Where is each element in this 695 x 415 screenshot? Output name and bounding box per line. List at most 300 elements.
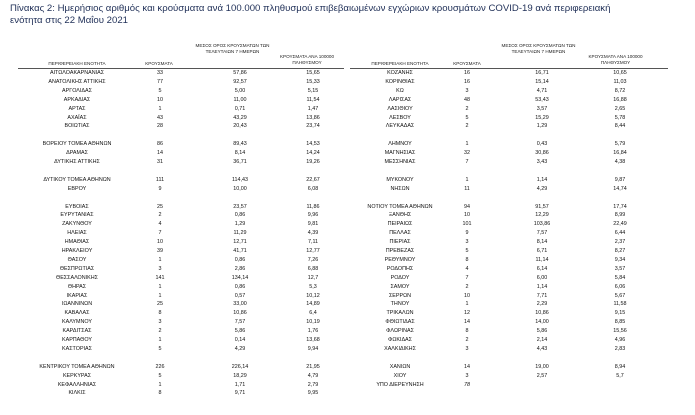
region-name: ΡΟΔΟΥ [390, 274, 410, 281]
per100k-value: 2,83 [614, 345, 626, 352]
cases-value: 2 [158, 212, 162, 219]
avg-value: 4,29 [234, 345, 246, 352]
avg-value: 14,00 [535, 319, 549, 326]
table-row [0, 96, 695, 104]
cases-value: 111 [155, 176, 165, 183]
region-name: ΚΟΖΑΝΗΣ [387, 70, 413, 76]
avg-value: 2,57 [536, 372, 548, 379]
table-row [0, 381, 695, 389]
avg-value: 19,00 [535, 363, 549, 370]
avg-value: 6,71 [536, 248, 548, 254]
per100k-value: 4,96 [614, 337, 626, 343]
table-title [10, 3, 690, 27]
left-header-cases: ΚΡΟΥΣΜΑΤΑ [145, 61, 173, 66]
cases-value: 101 [462, 221, 472, 228]
per100k-value: 14,89 [306, 301, 320, 308]
per100k-value: 22,67 [306, 176, 320, 183]
cases-value: 4 [158, 221, 162, 228]
cases-value: 48 [464, 96, 470, 103]
cases-value: 11 [464, 185, 470, 192]
region-name: ΚΑΡΠΑΘΟΥ [62, 337, 92, 343]
cases-value: 5 [158, 372, 162, 379]
per100k-value: 11,58 [613, 301, 627, 308]
avg-value: 114,43 [231, 176, 249, 183]
table-row [0, 309, 695, 317]
region-name: ΑΧΑΪΑΣ [67, 114, 87, 121]
region-name: ΥΠΟ ΔΙΕΡΕΥΝΗΣΗ [376, 381, 424, 388]
avg-value: 0,86 [234, 283, 246, 290]
per100k-value: 5,79 [614, 141, 626, 148]
avg-value: 11,14 [535, 256, 549, 263]
cases-value: 3 [465, 87, 469, 94]
cases-value: 2 [158, 328, 162, 335]
region-name: ΘΕΣΣΑΛΟΝΙΚΗΣ [56, 274, 98, 281]
region-name: ΞΑΝΘΗΣ [388, 212, 412, 219]
region-name: ΡΟΔΟΠΗΣ [386, 265, 414, 272]
avg-value: 33,00 [233, 301, 247, 308]
table-row [0, 87, 695, 95]
region-name: ΕΥΒΟΙΑΣ [65, 203, 89, 210]
region-name: ΛΑΣΙΘΙΟΥ [387, 105, 413, 112]
avg-value: 3,43 [536, 159, 548, 165]
table-row [0, 247, 695, 255]
table-row [0, 220, 695, 228]
per100k-value: 4,79 [307, 372, 319, 379]
region-name: ΛΕΣΒΟΥ [389, 114, 411, 121]
table-row [0, 114, 695, 122]
region-name: ΘΗΡΑΣ [67, 283, 87, 290]
cases-value: 3 [158, 265, 162, 272]
cases-value: 141 [155, 274, 165, 281]
cases-value: 28 [157, 123, 163, 130]
per100k-value: 9,87 [614, 176, 626, 183]
region-name: ΦΘΙΩΤΙΔΑΣ [385, 319, 415, 326]
per100k-value: 8,72 [614, 87, 626, 94]
avg-value: 4,71 [536, 87, 548, 94]
cases-value: 1 [465, 176, 469, 183]
table-row [0, 229, 695, 237]
avg-value: 92,57 [233, 78, 247, 85]
avg-value: 15,29 [535, 114, 549, 121]
cases-value: 8 [465, 256, 469, 263]
cases-value: 1 [158, 381, 162, 388]
avg-value: 10,86 [233, 310, 247, 317]
cases-value: 226 [155, 363, 165, 370]
cases-value: 8 [158, 390, 162, 397]
left-header-region: ΠΕΡΙΦΕΡΕΙΑΚΗ ΕΝΟΤΗΤΑ [48, 61, 106, 66]
table-row [0, 78, 695, 86]
per100k-value: 5,7 [616, 372, 624, 379]
per100k-value: 9,96 [307, 212, 319, 219]
avg-value: 9,71 [234, 390, 246, 397]
avg-value: 0,71 [234, 105, 246, 112]
cases-value: 1 [158, 256, 162, 263]
cases-value: 14 [157, 150, 163, 157]
per100k-value: 6,44 [614, 230, 626, 237]
region-name: ΡΕΘΥΜΝΟΥ [384, 256, 416, 263]
table-row [0, 140, 695, 148]
per100k-value: 6,88 [307, 265, 319, 272]
cases-value: 2 [465, 123, 469, 130]
table-row [0, 292, 695, 300]
per100k-value: 8,27 [614, 248, 626, 254]
avg-value: 20,43 [233, 123, 247, 130]
cases-value: 8 [465, 328, 469, 335]
cases-value: 86 [157, 141, 163, 148]
avg-value: 0,86 [234, 212, 246, 219]
region-name: ΘΑΣΟΥ [67, 256, 87, 263]
per100k-value: 14,24 [306, 150, 320, 157]
cases-value: 10 [464, 292, 470, 299]
per100k-value: 2,65 [614, 105, 626, 112]
per100k-value: 4,38 [614, 159, 626, 165]
per100k-value: 1,47 [307, 105, 319, 112]
cases-value: 25 [157, 203, 163, 210]
cases-value: 31 [157, 159, 163, 165]
title-line-2: ενότητα στις 22 Μαΐου 2021 [10, 15, 128, 26]
cases-value: 14 [464, 363, 470, 370]
region-name: ΘΕΣΠΡΩΤΙΑΣ [59, 265, 95, 272]
cases-value: 32 [464, 150, 470, 157]
cases-value: 1 [158, 105, 162, 112]
per100k-value: 12,77 [306, 248, 320, 254]
per100k-value: 16,88 [613, 96, 627, 103]
region-name: ΙΚΑΡΙΑΣ [66, 292, 88, 299]
per100k-value: 7,26 [307, 256, 319, 263]
avg-value: 2,14 [536, 337, 548, 343]
per100k-value: 23,74 [306, 123, 320, 130]
region-name: ΜΕΣΣΗΝΙΑΣ [384, 159, 416, 165]
avg-value: 18,29 [233, 372, 247, 379]
cases-value: 3 [465, 239, 469, 246]
avg-value: 1,71 [234, 381, 246, 388]
table-row [0, 336, 695, 344]
per100k-value: 9,94 [307, 345, 319, 352]
table-row [0, 345, 695, 353]
avg-value: 0,86 [234, 256, 246, 263]
region-name: ΜΥΚΟΝΟΥ [386, 176, 414, 183]
region-name: ΗΛΕΙΑΣ [67, 230, 87, 237]
per100k-value: 11,54 [306, 96, 320, 103]
cases-value: 1 [465, 301, 469, 308]
table-row [0, 389, 695, 397]
avg-value: 1,29 [234, 221, 246, 228]
cases-value: 5 [158, 87, 162, 94]
avg-value: 11,29 [233, 230, 247, 237]
per100k-value: 10,19 [306, 319, 320, 326]
cases-value: 1 [158, 292, 162, 299]
region-name: ΝΟΤΙΟΥ ΤΟΜΕΑ ΑΘΗΝΩΝ [367, 203, 433, 210]
table-row [0, 122, 695, 130]
region-name: ΦΩΚΙΔΑΣ [388, 337, 412, 343]
avg-value: 30,86 [535, 150, 549, 157]
avg-value: 5,00 [234, 87, 246, 94]
avg-value: 41,71 [233, 248, 247, 254]
right-header-region: ΠΕΡΙΦΕΡΕΙΑΚΗ ΕΝΟΤΗΤΑ [371, 61, 429, 66]
per100k-value: 21,95 [306, 363, 320, 370]
region-name: ΕΥΡΥΤΑΝΙΑΣ [60, 212, 94, 219]
avg-value: 12,29 [535, 212, 549, 219]
region-name: ΚΑΛΥΜΝΟΥ [62, 319, 92, 326]
table-row [0, 176, 695, 184]
per100k-value: 15,65 [306, 70, 320, 76]
per100k-value: 2,37 [614, 239, 626, 246]
avg-value: 10,00 [233, 185, 247, 192]
table-row [0, 363, 695, 371]
region-name: ΑΡΓΟΛΙΔΑΣ [62, 87, 92, 94]
per100k-value: 13,68 [306, 337, 320, 343]
region-name: ΚΩ [396, 87, 404, 94]
table-row [0, 185, 695, 193]
avg-value: 7,57 [234, 319, 246, 326]
left-header-per100k: ΚΡΟΥΣΜΑΤΑ ΑΝΑ 100000 ΠΛΗΘΥΣΜΟΥ [279, 54, 335, 65]
per100k-value: 14,53 [306, 141, 320, 148]
cases-value: 78 [464, 381, 470, 388]
avg-value: 2,86 [234, 265, 246, 272]
per100k-value: 5,67 [614, 292, 626, 299]
per100k-value: 2,79 [307, 381, 319, 388]
table-row [0, 238, 695, 246]
region-name: ΒΟΙΩΤΙΑΣ [64, 123, 90, 130]
per100k-value: 8,94 [614, 363, 626, 370]
cases-value: 7 [465, 274, 469, 281]
avg-value: 8,14 [234, 150, 246, 157]
per100k-value: 15,56 [613, 328, 627, 335]
table-row [0, 327, 695, 335]
cases-value: 5 [158, 345, 162, 352]
cases-value: 4 [465, 265, 469, 272]
cases-value: 5 [465, 248, 469, 254]
table-row [0, 274, 695, 282]
cases-value: 2 [465, 337, 469, 343]
region-name: ΑΙΤΩΛΟΑΚΑΡΝΑΝΙΑΣ [49, 70, 105, 76]
cases-value: 9 [465, 230, 469, 237]
region-name: ΧΑΛΚΙΔΙΚΗΣ [384, 345, 416, 352]
avg-value: 0,14 [234, 337, 246, 343]
cases-value: 77 [157, 78, 163, 85]
per100k-value: 8,44 [614, 123, 626, 130]
region-name: ΝΗΣΩΝ [390, 185, 410, 192]
cases-value: 5 [465, 114, 469, 121]
cases-value: 9 [158, 185, 162, 192]
per100k-value: 9,15 [614, 310, 626, 317]
avg-value: 11,00 [233, 96, 247, 103]
avg-value: 12,71 [233, 239, 247, 246]
left-header-avg: ΜΕΣΟΣ ΟΡΟΣ ΚΡΟΥΣΜΑΤΩΝ ΤΩΝ ΤΕΛΕΥΤΑΙΩΝ 7 ΗΜΕΡΩΝ [195, 43, 270, 54]
table-row [0, 265, 695, 273]
per100k-value: 6,4 [309, 310, 317, 317]
per100k-value: 7,11 [307, 239, 319, 246]
per100k-value: 8,85 [614, 319, 626, 326]
right-header-cases: ΚΡΟΥΣΜΑΤΑ [453, 61, 481, 66]
cases-value: 16 [464, 70, 470, 76]
cases-value: 16 [464, 78, 470, 85]
per100k-value: 9,34 [614, 256, 626, 263]
cases-value: 1 [465, 141, 469, 148]
avg-value: 91,57 [535, 203, 549, 210]
region-name: ΛΗΜΝΟΥ [388, 141, 412, 148]
table-row [0, 211, 695, 219]
avg-value: 16,71 [535, 70, 549, 76]
per100k-value: 16,84 [613, 150, 627, 157]
avg-value: 5,86 [234, 328, 246, 335]
avg-value: 4,29 [536, 185, 548, 192]
avg-value: 5,86 [536, 328, 548, 335]
region-name: ΛΑΡΙΣΑΣ [388, 96, 412, 103]
avg-value: 3,57 [536, 105, 548, 112]
cases-value: 10 [157, 239, 163, 246]
title-line-1: Πίνακας 2: Ημερήσιος αριθμός και κρούσματα ανά 100.000 πληθυσμού επιβεβαιωμένων εγχώριων κρουσμάτων COVID-19 ανά περιφερειακή [10, 3, 611, 14]
per100k-value: 1,76 [307, 328, 319, 335]
avg-value: 6,14 [536, 265, 548, 272]
cases-value: 94 [464, 203, 470, 210]
region-name: ΣΕΡΡΩΝ [388, 292, 412, 299]
per100k-value: 5,84 [614, 274, 626, 281]
region-name: ΕΒΡΟΥ [67, 185, 87, 192]
avg-value: 8,14 [536, 239, 548, 246]
cases-value: 7 [158, 230, 162, 237]
table-row [0, 69, 695, 77]
per100k-value: 6,08 [307, 185, 319, 192]
cases-value: 14 [464, 319, 470, 326]
per100k-value: 10,12 [306, 292, 320, 299]
avg-value: 10,86 [535, 310, 549, 317]
avg-value: 226,14 [231, 363, 249, 370]
per100k-value: 13,86 [306, 114, 320, 121]
per100k-value: 5,3 [309, 283, 317, 290]
table-row [0, 105, 695, 113]
avg-value: 7,57 [536, 230, 548, 237]
avg-value: 0,57 [234, 292, 246, 299]
avg-value: 1,29 [536, 123, 548, 130]
region-name: ΖΑΚΥΝΘΟΥ [62, 221, 92, 228]
avg-value: 2,29 [536, 301, 548, 308]
per100k-value: 15,33 [306, 78, 320, 85]
region-name: ΑΝΑΤΟΛΙΚΗΣ ΑΤΤΙΚΗΣ [48, 78, 106, 85]
cases-value: 2 [465, 105, 469, 112]
avg-value: 53,43 [535, 96, 549, 103]
per100k-value: 8,99 [614, 212, 626, 219]
region-name: ΙΩΑΝΝΙΝΩΝ [61, 301, 93, 308]
cases-value: 8 [158, 310, 162, 317]
region-name: ΑΡΚΑΔΙΑΣ [63, 96, 91, 103]
cases-value: 43 [157, 114, 163, 121]
region-name: ΜΑΓΝΗΣΙΑΣ [384, 150, 416, 157]
region-name: ΤΡΙΚΑΛΩΝ [386, 310, 414, 317]
region-name: ΠΕΙΡΑΙΩΣ [387, 221, 413, 228]
per100k-value: 11,03 [613, 78, 627, 85]
per100k-value: 12,7 [307, 274, 319, 281]
per100k-value: 19,26 [306, 159, 320, 165]
per100k-value: 11,86 [306, 203, 320, 210]
avg-value: 0,43 [536, 141, 548, 148]
region-name: ΚΕΦΑΛΛΗΝΙΑΣ [57, 381, 97, 388]
avg-value: 103,86 [533, 221, 551, 228]
region-name: ΧΑΝΙΩΝ [389, 363, 411, 370]
region-name: ΠΙΕΡΙΑΣ [389, 239, 411, 246]
cases-value: 3 [465, 345, 469, 352]
region-name: ΑΡΤΑΣ [68, 105, 86, 112]
region-name: ΚΑΡΔΙΤΣΑΣ [62, 328, 92, 335]
per100k-value: 5,15 [307, 87, 319, 94]
avg-value: 1,14 [536, 283, 548, 290]
per100k-value: 17,74 [613, 203, 627, 210]
avg-value: 23,57 [233, 203, 247, 210]
region-name: ΦΛΩΡΙΝΑΣ [386, 328, 414, 335]
table-row [0, 318, 695, 326]
avg-value: 89,43 [233, 141, 247, 148]
region-name: ΚΑΒΑΛΑΣ [64, 310, 90, 317]
per100k-value: 3,57 [614, 265, 626, 272]
cases-value: 3 [465, 372, 469, 379]
region-name: ΚΑΣΤΟΡΙΑΣ [62, 345, 92, 352]
region-name: ΚΙΛΚΙΣ [68, 390, 86, 397]
avg-value: 134,14 [231, 274, 249, 281]
region-name: ΤΗΝΟΥ [390, 301, 410, 308]
per100k-value: 9,81 [307, 221, 319, 228]
cases-value: 7 [465, 159, 469, 165]
avg-value: 4,43 [536, 345, 548, 352]
per100k-value: 6,06 [614, 283, 626, 290]
table-row [0, 149, 695, 157]
region-name: ΧΙΟΥ [393, 372, 407, 379]
region-name: ΠΡΕΒΕΖΑΣ [385, 248, 415, 254]
cases-value: 1 [158, 337, 162, 343]
region-name: ΗΜΑΘΙΑΣ [64, 239, 90, 246]
avg-value: 1,14 [536, 176, 548, 183]
cases-value: 39 [157, 248, 163, 254]
cases-value: 33 [157, 70, 163, 76]
avg-value: 57,86 [233, 70, 247, 76]
per100k-value: 14,74 [613, 185, 627, 192]
region-name: ΔΥΤΙΚΟΥ ΤΟΜΕΑ ΑΘΗΝΩΝ [43, 176, 111, 183]
cases-value: 10 [157, 96, 163, 103]
per100k-value: 4,39 [307, 230, 319, 237]
table-row [0, 283, 695, 291]
region-name: ΚΕΝΤΡΙΚΟΥ ΤΟΜΕΑ ΑΘΗΝΩΝ [39, 363, 115, 370]
cases-value: 25 [157, 301, 163, 308]
avg-value: 43,29 [233, 114, 247, 121]
region-name: ΔΥΤΙΚΗΣ ΑΤΤΙΚΗΣ [54, 159, 100, 165]
cases-value: 3 [158, 319, 162, 326]
avg-value: 6,00 [536, 274, 548, 281]
region-name: ΗΡΑΚΛΕΙΟΥ [61, 248, 93, 254]
cases-value: 12 [464, 310, 470, 317]
per100k-value: 10,65 [613, 70, 627, 76]
table-row [0, 203, 695, 211]
region-name: ΛΕΥΚΑΔΑΣ [385, 123, 415, 130]
region-name: ΚΟΡΙΝΘΙΑΣ [385, 78, 415, 85]
per100k-value: 22,49 [613, 221, 627, 228]
region-name: ΔΡΑΜΑΣ [66, 150, 88, 157]
region-name: ΠΕΛΛΑΣ [389, 230, 411, 237]
region-name: ΒΟΡΕΙΟΥ ΤΟΜΕΑ ΑΘΗΝΩΝ [42, 141, 112, 148]
avg-value: 7,71 [536, 292, 548, 299]
table-row [0, 372, 695, 380]
avg-value: 36,71 [233, 159, 247, 165]
right-header-avg: ΜΕΣΟΣ ΟΡΟΣ ΚΡΟΥΣΜΑΤΩΝ ΤΩΝ ΤΕΛΕΥΤΑΙΩΝ 7 ΗΜΕΡΩΝ [501, 43, 576, 54]
table-row [0, 300, 695, 308]
right-header-per100k: ΚΡΟΥΣΜΑΤΑ ΑΝΑ 100000 ΠΛΗΘΥΣΜΟΥ [588, 54, 643, 65]
per100k-value: 9,95 [307, 390, 319, 397]
per100k-value: 5,78 [614, 114, 626, 121]
cases-value: 10 [464, 212, 470, 219]
table-row [0, 256, 695, 264]
cases-value: 2 [465, 283, 469, 290]
cases-value: 1 [158, 283, 162, 290]
avg-value: 15,14 [535, 78, 549, 85]
table-row [0, 158, 695, 166]
